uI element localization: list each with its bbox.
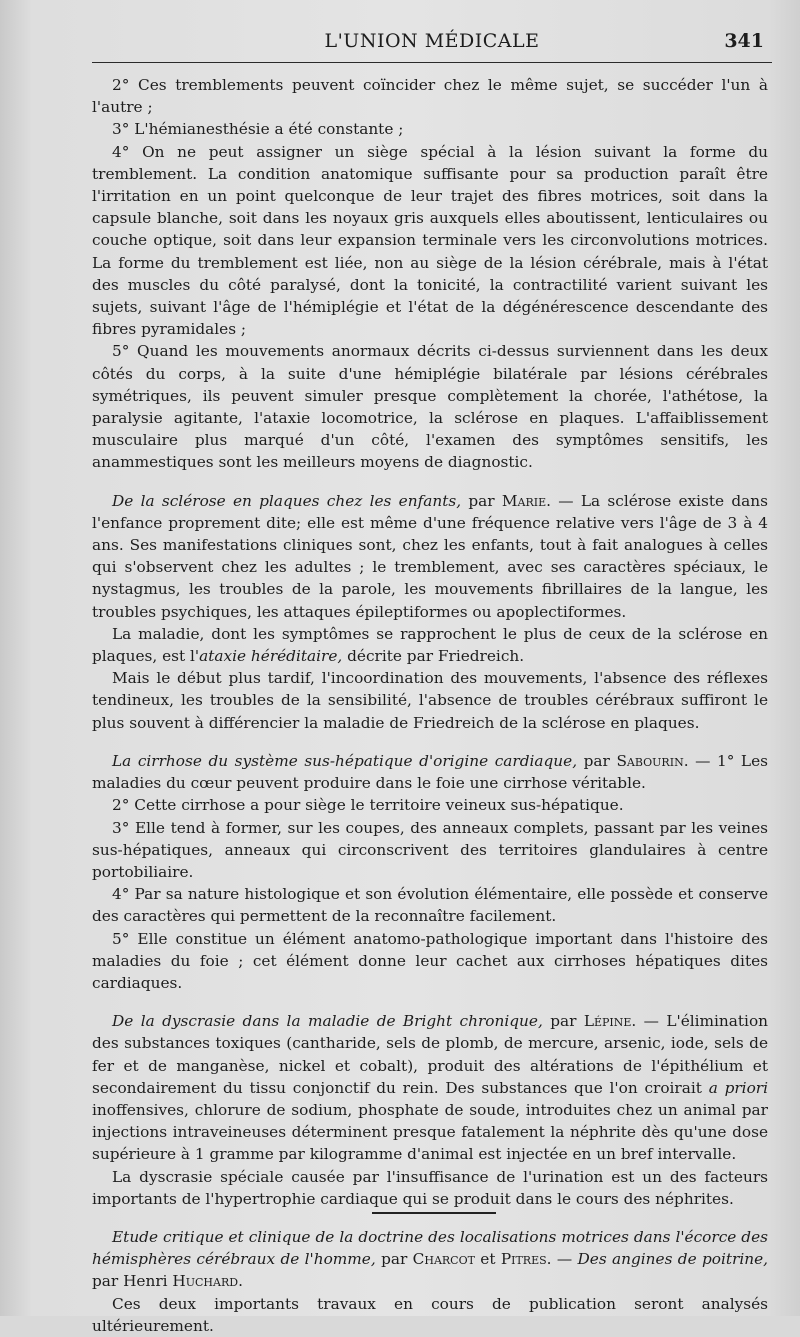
paragraph: 4° Par sa nature histologique et son évolution élémentaire, elle possède et conserve des caractères qui permettent de la reconnaître facilement. xyxy=(92,885,768,926)
review-title: De la sclérose en plaques chez les enfants, xyxy=(112,491,462,510)
paragraph: 2° Ces tremblements peuvent coïncider chez le même sujet, se succéder l'un à l'autre ; xyxy=(92,76,768,117)
review-title: La cirrhose du système sus-hépatique d'origine cardiaque, xyxy=(112,751,578,770)
paragraph: 3° Elle tend à former, sur les coupes, des anneaux complets, passant par les veines sus-hépatiques, anneaux qui circonscrivent des territoires glandulaires à centre portobiliaire. xyxy=(92,818,768,881)
page-number: 341 xyxy=(724,30,764,52)
review-title: Etude critique et clinique de la doctrine des localisations motrices dans l'écorce des hémisphères cérébraux de l'homme, xyxy=(92,1227,768,1269)
end-rule xyxy=(372,1212,496,1214)
author: Marie xyxy=(501,491,547,510)
paragraph: 3° L'hémianesthésie a été constante ; xyxy=(112,120,404,139)
review-cirrhose: La cirrhose du système sus-hépatique d'origine cardiaque, par Sabourin. — 1° Les maladies du cœur peuvent produire dans le foie une cirrhose véritable. xyxy=(92,751,768,793)
paragraph: Ces deux importants travaux en cours de publication seront analysés ultérieurement. xyxy=(92,1294,768,1335)
running-head xyxy=(92,26,772,63)
paragraph: La maladie, dont les symptômes se rapprochent le plus de ceux de la sclérose en plaques, est l'ataxie héréditaire, décrite par Friedreich. xyxy=(92,624,768,666)
review-dyscrasie: De la dyscrasie dans la maladie de Bright chronique, par Lépine. — L'élimination des substances toxiques (cantharide, sels de plomb, de mercure, arsenic, iode, sels de fer et de manganèse, nickel et cobalt), produit des altérations de l'épithélium et secondairement du tissu conjonctif du rein. Des substances que l'on croirait a priori inoffensives, chlorure de sodium, phosphate de soude, introduites chez un animal par injections intraveineuses déterminent presque fatalement la néphrite dès qu'une dose supérieure à 1 gramme par kilogramme d'animal est injectée en un bref intervalle. xyxy=(92,1012,769,1164)
author: Pitres xyxy=(500,1250,547,1269)
author: Huchard xyxy=(172,1272,239,1291)
paragraph: 2° Cette cirrhose a pour siège le territoire veineux sus-hépatique. xyxy=(112,796,624,815)
author: Lépine xyxy=(583,1012,632,1031)
journal-title: L'UNION MÉDICALE xyxy=(324,30,540,52)
paragraph: Mais le début plus tardif, l'incoordination des mouvements, l'absence des réflexes tendineux, les troubles de la sensibilité, l'absence de troubles cérébraux suffiront le plus souvent à différencier la maladie de Friedreich de la sclérose en plaques. xyxy=(92,669,768,732)
author: Charcot xyxy=(412,1250,475,1269)
review-title: De la dyscrasie dans la maladie de Bright chronique, xyxy=(112,1012,543,1031)
paragraph: 5° Elle constitue un élément anatomo-pathologique important dans l'histoire des maladies du foie ; cet élément donne leur cachet aux cirrhoses hépatiques dites cardiaques. xyxy=(92,929,768,992)
paragraph: La dyscrasie spéciale causée par l'insuffisance de l'urination est un des facteurs importants de l'hypertrophie cardiaque qui se produit dans le cours des néphrites. xyxy=(92,1167,768,1208)
paragraph: 5° Quand les mouvements anormaux décrits ci-dessus surviennent dans les deux côtés du corps, à la suite d'une hémiplégie bilatérale par lésions cérébrales symétriques, ils peuvent simuler presque complètement la chorée, l'athétose, la paralysie agitante, l'ataxie locomotrice, la sclérose en plaques. L'affaiblissement musculaire plus marqué d'un côté, l'examen des symptômes sensitifs, les anammestiques sont les meilleurs moyens de diagnostic. xyxy=(92,342,768,472)
review-title: Des angines de poitrine, xyxy=(577,1250,768,1269)
article-body xyxy=(92,74,768,1337)
review-sclerose-enfants: De la sclérose en plaques chez les enfants, par Marie. — La sclérose existe dans l'enfance proprement dite; elle est même d'une fréquence relative vers l'âge de 3 à 4 ans. Ses manifestations cliniques sont, chez les enfants, tout à fait analogues à celles qui s'observent chez les adultes ; le tremblement, avec ses caractères spéciaux, le nystagmus, les troubles de la parole, les mouvements fibrillaires de la langue, les troubles psychiques, les attaques épileptiformes ou apoplectiformes. xyxy=(92,491,768,621)
author: Sabourin xyxy=(616,751,684,770)
paragraph: 4° On ne peut assigner un siège spécial à la lésion suivant la forme du tremblement. La condition anatomique suffisante pour sa production paraît être l'irritation en un point quelconque de leur trajet des fibres motrices, soit dans la capsule blanche, soit dans les noyaux gris auxquels elles aboutissent, lenticulaires ou couche optique, soit dans leur expansion terminale vers les circonvolutions motrices. La forme du tremblement est liée, non au siège de la lésion cérébrale, mais à l'état des muscles du côté paralysé, dont la tonicité, la contractilité varient suivant les sujets, suivant l'âge de l'hémiplégie et l'état de la dégénérescence descendante des fibres pyramidales ; xyxy=(92,142,768,339)
review-localisations: Etude critique et clinique de la doctrine des localisations motrices dans l'écorce des hémisphères cérébraux de l'homme, par Charcot et Pitres. — Des angines de poitrine, par Henri Huchard. xyxy=(92,1227,768,1291)
